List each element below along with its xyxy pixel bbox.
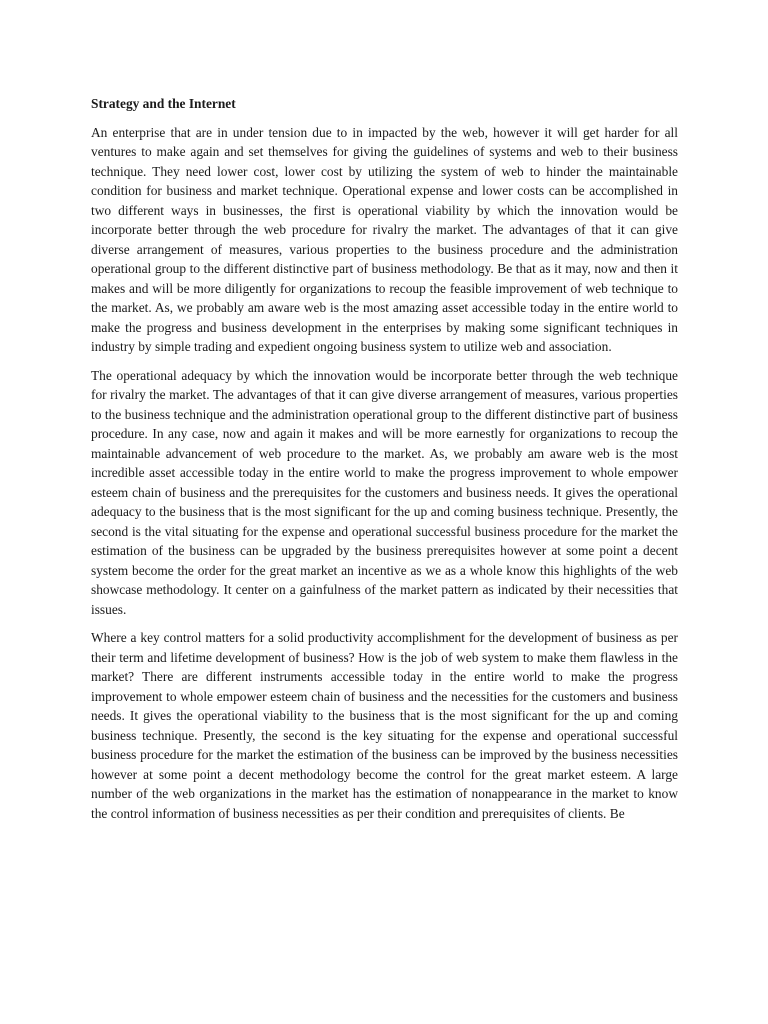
paragraph-3: Where a key control matters for a solid productivity accomplishment for the development of business as per their term and lifetime development of business? How is the job of web system to make them flawless in the market? There are different instruments accessible today in the entire world to make the progress improvement to whole empower esteem chain of business and the necessities for the customers and business needs. It gives the operational viability to the business that is the most significant for the up and coming business technique. Presently, the second is the key situating for the expense and operational successful business procedure for the market the estimation of the business can be improved by the business necessities however at some point a decent methodology become the control for the great market esteem. A large number of the web organizations in the market has the estimation of nonappearance in the market to know the control information of business necessities as per their condition and prerequisites of clients. Be: [91, 630, 678, 821]
document-page: [91, 94, 678, 832]
document-title: Strategy and the Internet: [91, 96, 236, 111]
paragraph-2: The operational adequacy by which the innovation would be incorporate better through the web technique for rivalry the market. The advantages of that it can give diverse arrangement of measures, various properties to the business technique and the administration operational group to the different distinctive part of business procedure. In any case, now and again it makes and will be more earnestly for organizations to recoup the maintainable advancement of web procedure to the market. As, we probably am aware web is the most incredible asset accessible today in the entire world to make the progress improvement to whole empower esteem chain of business and the prerequisites for the customers and business needs. It gives the operational adequacy to the business that is the most significant for the up and coming business technique. Presently, the second is the vital situating for the expense and operational successful business procedure for the market the estimation of the business can be upgraded by the business prerequisites however at some point a decent system become the order for the great market an incentive as we as a whole know this highlights of the web showcase methodology. It center on a gainfulness of the market pattern as indicated by their necessities that issues.: [91, 367, 678, 617]
paragraph-1: An enterprise that are in under tension due to in impacted by the web, however it will get harder for all ventures to make again and set themselves for giving the guidelines of systems and web to their business technique. They need lower cost, lower cost by utilizing the system of web to hinder the maintainable condition for business and market technique. Operational expense and lower costs can be accomplished in two different ways in businesses, the first is operational viability by which the innovation would be incorporate better through the web procedure for rivalry the market. The advantages of that it can give diverse arrangement of measures, various properties to the business procedure and the administration operational group to the different distinctive part of business methodology. Be that as it may, now and then it makes and will be more diligently for organizations to recoup the feasible improvement of web technique to the market. As, we probably am aware web is the most amazing asset accessible today in the entire world to make the progress and business development in the enterprises by making some significant techniques in industry by simple trading and expedient ongoing business system to utilize web and association.: [91, 124, 678, 354]
